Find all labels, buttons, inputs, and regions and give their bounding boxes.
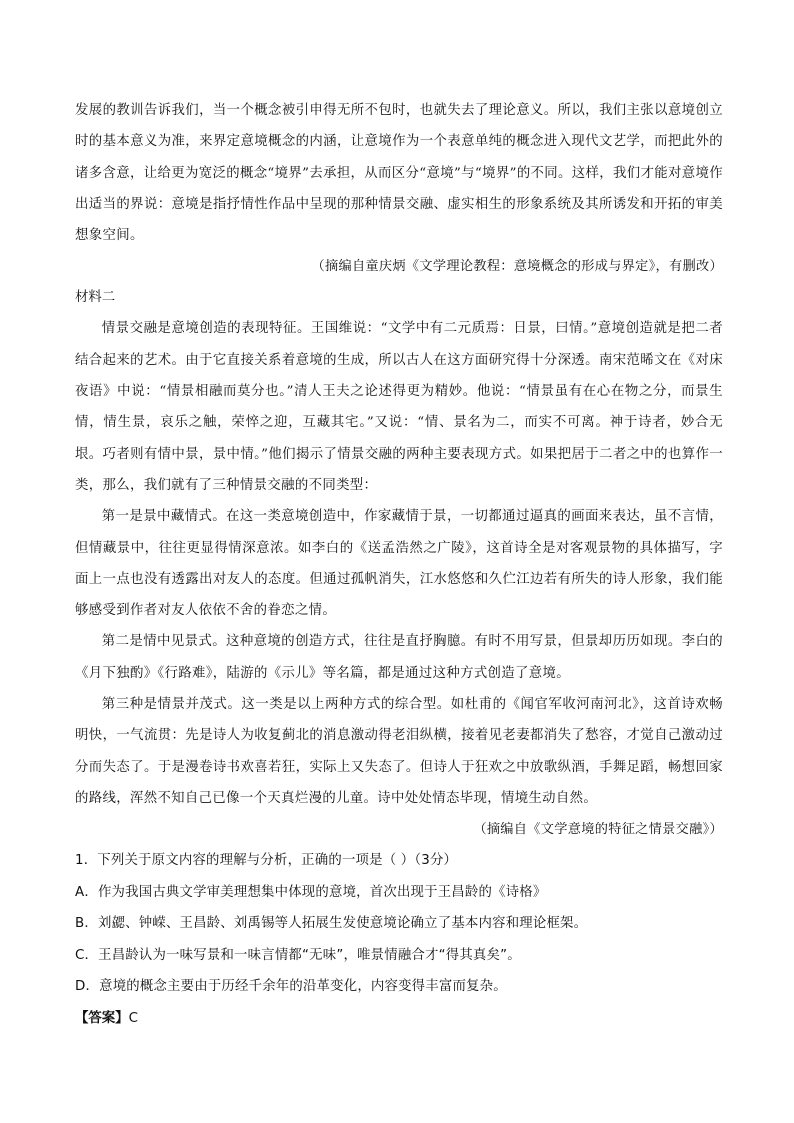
material-one-tail-paragraph: 发展的教训告诉我们，当一个概念被引申得无所不包时，也就失去了理论意义。所以，我们主张以意境创立时的基本意义为准，来界定意境概念的内涵，让意境作为一个表意单纯的概念进入现代文艺学，而把此外的诸多含意，让给更为宽泛的概念“境界”去承担，从而区分“意境”与“境界”的不同。这样，我们才能对意境作出适当的界说：意境是指抒情性作品中呈现的那种情景交融、虚实相生的形象系统及其所诱发和开拓的审美想象空间。 <box>75 103 723 244</box>
document-page <box>75 95 723 1034</box>
question-option-c: C．王昌龄认为一味写景和一味言情都“无味”，唯景情融合才“得其真矣”。 <box>75 947 521 963</box>
material-two-paragraph: 第二是情中见景式。这种意境的创造方式，往往是直抒胸臆。有时不用写景，但景却历历如现。李白的《月下独酌》《行路难》，陆游的《示儿》等名篇，都是通过这种方式创造了意境。 <box>75 634 723 681</box>
answer-line <box>75 1003 723 1035</box>
material-two-source: （摘编自《文学意境的特征之情景交融》） <box>473 822 723 838</box>
material-two-paragraph: 情景交融是意境创造的表现特征。王国维说：“文学中有二元质焉：日景，曰情。”意境创造就是把二者结合起来的艺术。由于它直接关系着意境的生成，所以古人在这方面研究得十分深透。南宋范晞文在《对床夜语》中说：“情景相融而莫分也。”清人王夫之论述得更为精妙。他说：“情景虽有在心在物之分，而景生情，情生景，哀乐之触，荣悴之迎，互藏其宅。”又说：“情、景名为二，而实不可离。神于诗者，妙合无垠。巧者则有情中景，景中情。”他们揭示了情景交融的两种主要表现方式。如果把居于二者之中的也算作一类，那么，我们就有了三种情景交融的不同类型： <box>75 321 724 493</box>
material-two-paragraph: 第三种是情景并茂式。这一类是以上两种方式的综合型。如杜甫的《闻官军收河南河北》，这首诗欢畅明快，一气流贯：先是诗人为收复蓟北的消息激动得老泪纵横，接着见老妻都消失了愁容，才觉自己激动过分而失态了。于是漫卷诗书欢喜若狂，实际上又失态了。但诗人于狂欢之中放歌纵酒，手舞足蹈，畅想回家的路线，浑然不知自己已像一个天真烂漫的儿童。诗中处处情态毕现，情境生动自然。 <box>75 697 723 806</box>
question-option-b: B．刘勰、钟嵘、王昌龄、刘禹锡等人拓展生发使意境论确立了基本内容和理论框架。 <box>75 916 588 932</box>
question-option-a: A．作为我国古典文学审美理想集中体现的意境，首次出现于王昌龄的《诗格》 <box>75 884 547 900</box>
question-option-d: D．意境的概念主要由于历经千余年的沿革变化，内容变得丰富而复杂。 <box>75 979 507 995</box>
question-stem: 1．下列关于原文内容的理解与分析，正确的一项是（ ）（3分） <box>75 853 458 869</box>
material-two-heading: 材料二 <box>75 290 116 306</box>
answer-label: 【答案】 <box>75 1010 129 1026</box>
answer-value: C <box>128 1010 138 1026</box>
material-two-paragraph: 第一是景中藏情式。在这一类意境创造中，作家藏情于景，一切都通过逼真的画面来表达，虽不言情，但情藏景中，往往更显得情深意浓。如李白的《送孟浩然之广陵》，这首诗全是对客观景物的具体描写，字面上一点也没有透露出对友人的态度。但通过孤帆消失，江水悠悠和久伫江边若有所失的诗人形象，我们能够感受到作者对友人依依不舍的眷恋之情。 <box>75 509 723 619</box>
material-one-source: （摘编自童庆炳《文学理论教程：意境概念的形成与界定》，有删改） <box>311 259 723 275</box>
